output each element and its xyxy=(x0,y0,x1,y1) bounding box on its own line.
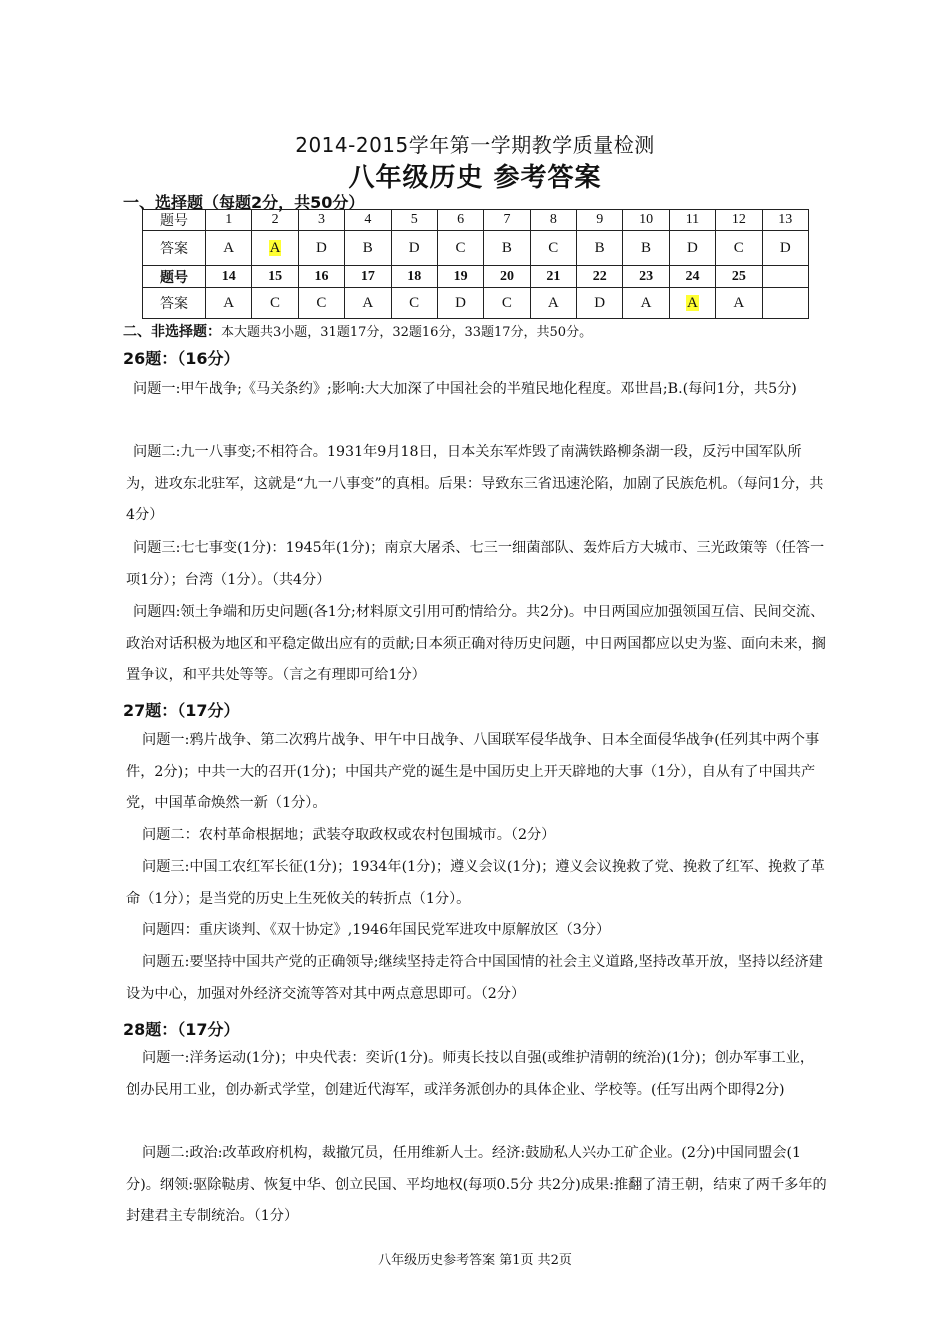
answer-cell: C xyxy=(298,288,344,319)
row-label-question: 题号 xyxy=(143,210,206,231)
row-label-answer: 答案 xyxy=(143,288,206,319)
section2-description: 本大题共3小题，31题17分，32题16分，33题17分，共50分。 xyxy=(221,325,593,340)
answer-row xyxy=(143,288,809,319)
q28-heading: 28题：（17分） xyxy=(123,1020,240,1039)
exam-title: 2014-2015学年第一学期教学质量检测 xyxy=(295,133,655,157)
answer-cell: C xyxy=(716,231,762,266)
question-cell: 9 xyxy=(577,210,623,231)
answer-cell-highlighted xyxy=(252,231,298,266)
question-cell: 7 xyxy=(484,210,530,231)
answer-cell: B xyxy=(577,231,623,266)
answer-row xyxy=(143,231,809,266)
answer-cell: D xyxy=(298,231,344,266)
answer-cell: D xyxy=(762,231,809,266)
question-cell: 11 xyxy=(669,210,715,231)
question-cell: 13 xyxy=(762,210,809,231)
question-cell: 8 xyxy=(530,210,576,231)
question-cell: 15 xyxy=(252,266,298,288)
answer-cell: D xyxy=(669,231,715,266)
answer-cell: B xyxy=(484,231,530,266)
answer-cell: C xyxy=(391,288,437,319)
answer-cell xyxy=(762,288,809,319)
highlighted-answer: A xyxy=(687,294,698,311)
q28-answer-1: 问题一:洋务运动(1分)；中央代表：奕䜣(1分)。师夷长技以自强(或维护清朝的统治)(1分)；创办军事工业，创办民用工业，创办新式学堂，创建近代海军，或洋务派创办的具体企业、学校等。(任写出两个即得2分) xyxy=(126,1050,815,1098)
question-cell: 22 xyxy=(577,266,623,288)
answer-key-title: 八年级历史 参考答案 xyxy=(348,163,602,193)
answer-cell: C xyxy=(437,231,483,266)
q26-answer-2: 问题二:九一八事变;不相符合。1931年9月18日，日本关东军炸毁了南满铁路柳条湖一段，反污中国军队所为，进攻东北驻军，这就是“九一八事变”的真相。后果：导致东三省迅速沦陷，加剧了民族危机。（每问1分，共4分） xyxy=(126,444,824,523)
page-footer: 八年级历史参考答案 第1页 共2页 xyxy=(378,1253,572,1268)
question-cell: 18 xyxy=(391,266,437,288)
question-cell: 19 xyxy=(437,266,483,288)
row-label-question: 题号 xyxy=(143,266,206,288)
highlighted-answer: A xyxy=(269,239,281,256)
answer-cell: A xyxy=(206,231,252,266)
question-cell: 6 xyxy=(437,210,483,231)
question-cell: 2 xyxy=(252,210,298,231)
answer-cell: D xyxy=(437,288,483,319)
section2-title: 二、非选择题： xyxy=(123,324,221,340)
question-number-row xyxy=(143,266,809,288)
q27-answer-5: 问题五:要坚持中国共产党的正确领导;继续坚持走符合中国国情的社会主义道路,坚持改革开放，坚持以经济建设为中心，加强对外经济交流等答对其中两点意思即可。（2分） xyxy=(126,954,823,1002)
answer-cell: A xyxy=(206,288,252,319)
answer-cell: B xyxy=(345,231,391,266)
q26-answer-4: 问题四:领土争端和历史问题(各1分;材料原文引用可酌情给分。共2分)。中日两国应加强领国互信、民间交流、政治对话积极为地区和平稳定做出应有的贡献;日本须正确对待历史问题，中日两国都应以史为鉴、面向未来，搁置争议，和平共处等等。（言之有理即可给1分） xyxy=(126,604,826,683)
answer-cell: C xyxy=(530,231,576,266)
q27-answer-3: 问题三:中国工农红军长征(1分)；1934年(1分)；遵义会议(1分)；遵义会议挽救了党、挽救了红军、挽救了革命（1分）；是当党的历史上生死攸关的转折点（1分）。 xyxy=(126,859,825,907)
question-cell: 1 xyxy=(206,210,252,231)
q27-answer-1: 问题一:鸦片战争、第二次鸦片战争、甲午中日战争、八国联军侵华战争、日本全面侵华战争(任列其中两个事件，2分)；中共一大的召开(1分)；中国共产党的诞生是中国历史上开天辟地的大事（1分），自从有了中国共产党，中国革命焕然一新（1分）。 xyxy=(126,732,820,811)
answer-cell: A xyxy=(716,288,762,319)
question-cell: 16 xyxy=(298,266,344,288)
section2-heading xyxy=(123,321,592,341)
answer-cell: D xyxy=(577,288,623,319)
question-cell: 17 xyxy=(345,266,391,288)
answer-cell: C xyxy=(252,288,298,319)
answer-cell: C xyxy=(484,288,530,319)
question-cell: 4 xyxy=(345,210,391,231)
q26-heading: 26题：（16分） xyxy=(123,349,240,368)
question-cell: 5 xyxy=(391,210,437,231)
q26-answer-3: 问题三:七七事变(1分)：1945年(1分)；南京大屠杀、七三一细菌部队、轰炸后方大城市、三光政策等（任答一项1分）；台湾（1分）。（共4分） xyxy=(126,540,825,588)
answer-cell-highlighted xyxy=(669,288,715,319)
answer-cell: A xyxy=(623,288,669,319)
answer-cell: D xyxy=(391,231,437,266)
q27-answer-4: 问题四：重庆谈判、《双十协定》,1946年国民党军进攻中原解放区（3分） xyxy=(142,922,611,938)
question-cell: 20 xyxy=(484,266,530,288)
section1-heading: 一、选择题（每题2分，共50分） xyxy=(123,193,365,212)
answer-cell: A xyxy=(345,288,391,319)
question-cell: 14 xyxy=(206,266,252,288)
q27-answer-2: 问题二：农村革命根据地；武装夺取政权或农村包围城市。（2分） xyxy=(142,827,556,843)
answer-cell: B xyxy=(623,231,669,266)
question-cell: 3 xyxy=(298,210,344,231)
q26-answer-1: 问题一:甲午战争;《马关条约》;影响:大大加深了中国社会的半殖民地化程度。邓世昌;B.(每问1分，共5分) xyxy=(133,381,797,397)
question-cell: 24 xyxy=(669,266,715,288)
q27-heading: 27题：（17分） xyxy=(123,701,240,720)
answer-cell: A xyxy=(530,288,576,319)
question-cell: 12 xyxy=(716,210,762,231)
question-cell xyxy=(762,266,809,288)
question-cell: 25 xyxy=(716,266,762,288)
question-number-row xyxy=(143,210,809,231)
row-label-answer: 答案 xyxy=(143,231,206,266)
answer-table xyxy=(142,209,809,319)
question-cell: 23 xyxy=(623,266,669,288)
question-cell: 10 xyxy=(623,210,669,231)
q28-answer-2: 问题二:政治:改革政府机构，裁撤冗员，任用维新人士。经济:鼓励私人兴办工矿企业。(2分)中国同盟会(1分)。纲领:驱除鞑虏、恢复中华、创立民国、平均地权(每项0.5分 共2分)成果:推翻了清王朝，结束了两千多年的封建君主专制统治。（1分） xyxy=(126,1145,827,1224)
question-cell: 21 xyxy=(530,266,576,288)
